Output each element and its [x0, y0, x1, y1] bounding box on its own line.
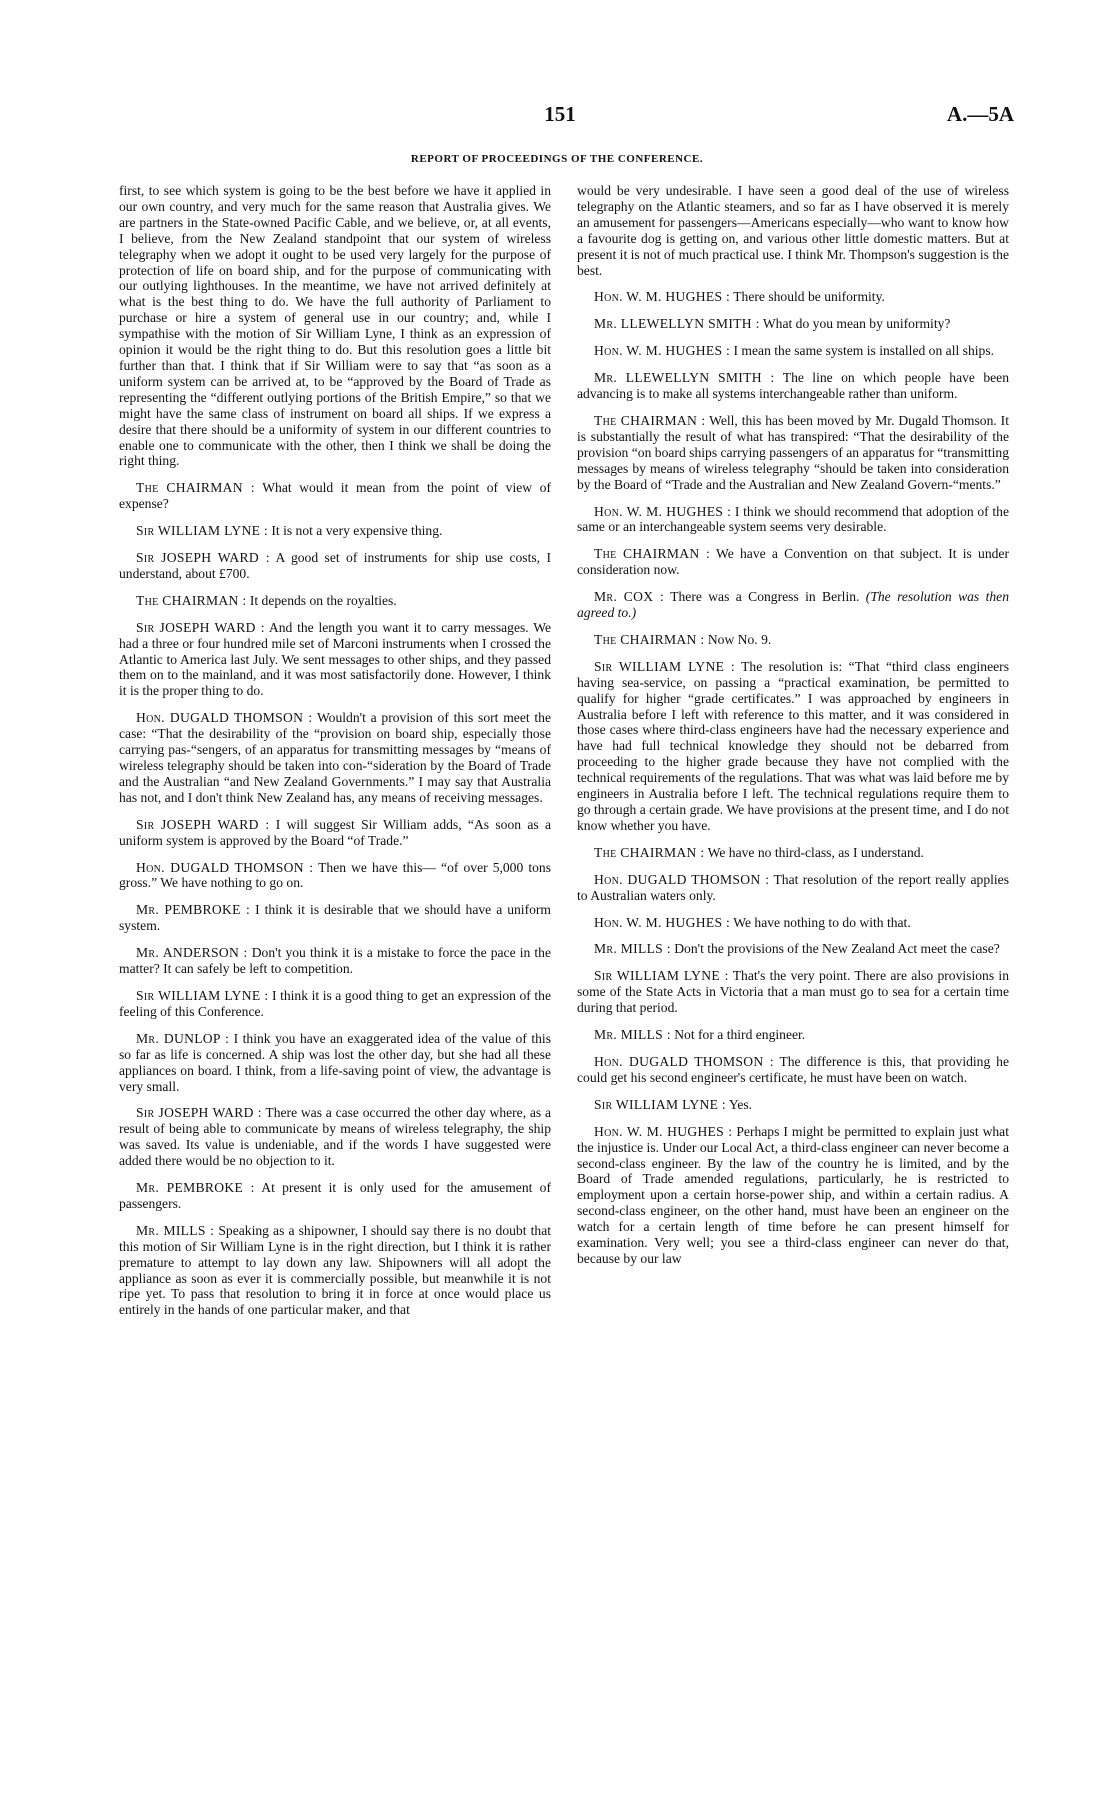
paragraph — [577, 343, 1009, 359]
speaker-name: Sir WILLIAM LYNE : — [136, 987, 269, 1003]
paragraph-text: It depends on the royalties. — [249, 592, 397, 608]
speaker-name: Hon. DUGALD THOMSON : — [136, 859, 314, 875]
paragraph-text: first, to see which system is going to be the best before we have it applied in our own country, and very much for the same reason that Australia gives. We are partners in the State-owned Pacific Cable, and we believe, or, at all events, I believe, from the New Zealand standpoint that our system of wireless telegraphy when we adopt it ought to be used very largely for the purpose of protection of life on board ship, and for the purpose of communicating with our outlying lighthouses. In the meantime, we have not arrived definitely at what is the best thing to do. We have the full authority of Parliament to purchase or hire a system of general use in our country; and, while I sympathise with the motion of Sir William Lyne, I think as an expression of opinion it would be the right thing to do. But this resolution goes a little bit further than that. I think that if Sir William were to say that “as soon as a uniform system can be arrived at, to be “approved by the Board of Trade as representing the “different outlying portions of the British Empire,” so that we might have the same class of instrument on board all ships. If we express a desire that there should be a uniformity of system in our different countries to enable one to communicate with the other, then I think we shall be doing the right thing. — [119, 183, 551, 469]
paragraph-text: I think we should recommend that adoption of the same or an interchangeable system seems very desirable. — [577, 503, 1009, 535]
italic-note: (The resolution was then agreed to.) — [577, 589, 1009, 621]
speaker-name: Sir JOSEPH WARD : — [136, 619, 265, 635]
paragraph — [577, 370, 1009, 402]
speaker-name: Mr. MILLS : — [594, 1027, 671, 1043]
paragraph-text: Now No. 9. — [707, 631, 772, 647]
paragraph-text: A good set of instruments for ship use costs, I understand, about £700. — [119, 550, 551, 581]
left-column — [119, 183, 551, 1318]
paragraph — [577, 659, 1009, 834]
speaker-name: The CHAIRMAN : — [594, 546, 711, 562]
speaker-name: The CHAIRMAN : — [136, 592, 247, 608]
paragraph — [119, 620, 551, 700]
paragraph-text: I think you have an exaggerated idea of the value of this so far as life is concerned. A ship was lost the other day, but she had all these appliances on board. I think, from a life-saving point of view, the advantage is very small. — [119, 1030, 551, 1094]
paragraph-text: Then we have this— “of over 5,000 tons gross.” We have nothing to go on. — [119, 859, 552, 891]
paragraph — [577, 546, 1009, 578]
paragraph — [577, 968, 1009, 1016]
speaker-name: Sir WILLIAM LYNE : — [594, 968, 729, 984]
paragraph-text: We have nothing to do with that. — [733, 914, 911, 930]
paragraph — [119, 817, 551, 849]
paragraph — [577, 589, 1009, 621]
speaker-name: Mr. ANDERSON : — [136, 945, 248, 961]
paragraph-text: We have no third-class, as I understand. — [707, 844, 924, 860]
paragraph-text: Speaking as a shipowner, I should say there is no doubt that this motion of Sir William Lyne is in the right direction, but I think it is rather premature to attempt to lay down any law. Shipowners will all adopt the appliance as soon as ever it is commercially possible, but meanwhile it is not ripe yet. To pass that resolution to bring it in force at once would place us entirely in the hands of one particular maker, and that — [119, 1222, 551, 1318]
paragraph-text: The line on which people have been advancing is to make all systems interchangeable rather than uniform. — [577, 370, 1010, 402]
paragraph — [119, 1031, 551, 1095]
paragraph-text: I think it is a good thing to get an expression of the feeling of this Conference. — [119, 987, 551, 1019]
paragraph-text: I will suggest Sir William adds, “As soon as a uniform system is approved by the Board “of Trade.” — [119, 816, 551, 848]
paragraph — [577, 872, 1009, 904]
speaker-name: Hon. W. M. HUGHES : — [594, 289, 731, 305]
paragraph — [119, 945, 551, 977]
paragraph-text: Don't you think it is a mistake to force the pace in the matter? It can safely be left to competition. — [119, 945, 551, 977]
paragraph-text: Wouldn't a provision of this sort meet the case: “That the desirability of the “provision on board ship, especially those carrying pas-“sengers, of an apparatus for transmitting messages by “means of wireless telegraphy should be taken into con-“sideration by the Board of Trade and the Australian “and New Zealand Governments.” I may say that Australia has not, and I don't think New Zealand has, any means of receiving messages. — [119, 710, 552, 805]
paragraph-text: What do you mean by uniformity? — [762, 316, 951, 332]
paragraph-text: And the length you want it to carry messages. We had a three or four hundred mile set of Marconi instruments when I crossed the Atlantic to America last July. We sent messages to other ships, and they passed them on to the mainland, and it was most satisfactorily done. However, I think it is the proper thing to do. — [119, 619, 551, 699]
speaker-name: Sir WILLIAM LYNE : — [594, 1096, 726, 1112]
speaker-name: Hon. W. M. HUGHES : — [594, 503, 732, 519]
speaker-name: Hon. W. M. HUGHES : — [594, 914, 731, 930]
right-column — [577, 183, 1009, 1267]
speaker-name: The CHAIRMAN : — [136, 480, 255, 496]
paragraph — [577, 941, 1009, 957]
paragraph — [577, 183, 1009, 278]
speaker-name: Mr. MILLS : — [136, 1222, 215, 1238]
paragraph-text: The difference is this, that providing he could get his second engineer's certificate, he must have been on watch. — [577, 1053, 1009, 1085]
paragraph — [119, 710, 551, 805]
paragraph-text: I think it is desirable that we should have a uniform system. — [119, 902, 551, 934]
paragraph-text: It is not a very expensive thing. — [271, 523, 443, 539]
paragraph — [577, 1027, 1009, 1043]
paragraph-text: There was a Congress in Berlin. — [670, 589, 860, 605]
paragraph-text: At present it is only used for the amusement of passengers. — [119, 1180, 551, 1211]
paragraph-text: We have a Convention on that subject. It is under consideration now. — [577, 546, 1009, 578]
paragraph-text: There was a case occurred the other day where, as a result of being able to communicate by means of wireless telegraphy, the ship was saved. Its value is undeniable, and if the words I have suggested were added there would be no objection to it. — [119, 1105, 552, 1169]
paragraph-text: There should be uniformity. — [733, 289, 885, 305]
paragraph — [577, 289, 1009, 305]
paragraph-text: I mean the same system is installed on all ships. — [733, 343, 995, 359]
speaker-name: The CHAIRMAN : — [594, 631, 705, 647]
paragraph — [577, 316, 1009, 332]
speaker-name: Hon. W. M. HUGHES : — [594, 343, 731, 359]
speaker-name: Mr. DUNLOP : — [136, 1030, 230, 1046]
paragraph — [577, 632, 1009, 648]
speaker-name: Sir WILLIAM LYNE : — [594, 658, 735, 674]
speaker-name: Sir JOSEPH WARD : — [136, 1105, 262, 1121]
paragraph — [577, 413, 1009, 493]
paragraph — [577, 1124, 1009, 1267]
speaker-name: Mr. PEMBROKE : — [136, 902, 251, 918]
speaker-name: The CHAIRMAN : — [594, 412, 706, 428]
speaker-name: Hon. DUGALD THOMSON : — [594, 871, 770, 887]
paragraph — [119, 1180, 551, 1212]
speaker-name: Mr. COX : — [594, 589, 665, 605]
paragraph-text: Don't the provisions of the New Zealand Act meet the case? — [674, 941, 1000, 957]
page-number: 151 — [544, 102, 576, 126]
paragraph-text: Yes. — [728, 1096, 753, 1112]
speaker-name: Mr. PEMBROKE : — [136, 1180, 255, 1196]
speaker-name: Hon. W. M. HUGHES : — [594, 1123, 733, 1139]
paragraph-text: The resolution is: “That “third class engineers having sea-service, on passing a “practical examination, be permitted to qualify for higher “grade certificates.” I was approached by engineers in Australia before I left with reference to this matter, and it was considered in those cases where third-class engineers have had the necessary experience and have had full technical knowledge they should not be debarred from proceeding to the higher grade because they have not complied with the technical requirements of the regulations. That was what was laid before me by engineers in Australia before I left. The technical regulations require them to go through a certain grade. We have provisions at the present time, and I do not know whether you have. — [577, 658, 1009, 833]
paragraph — [119, 860, 551, 892]
paragraph — [119, 593, 551, 609]
paragraph — [577, 845, 1009, 861]
paragraph-text: Perhaps I might be permitted to explain just what the injustice is. Under our Local Act, a third-class engineer can never become a second-class engineer. By the law of the country he is limited, and by the Board of Trade amended regulations, particularly, he is restricted to employment upon a certain horse-power ship, and within a certain radius. A second-class engineer, on the other hand, must have been an engineer on the watch for a certain length of time before he can present himself for examination. Very well; you see a third-class engineer can never do that, because by our law — [577, 1123, 1009, 1266]
paragraph-text: Not for a third engineer. — [674, 1027, 806, 1043]
paragraph — [119, 1223, 551, 1318]
speaker-name: Hon. DUGALD THOMSON : — [136, 710, 313, 726]
paragraph-text: Well, this has been moved by Mr. Dugald Thomson. It is substantially the result of what has transpired: “That the desirability of the provision “on board ships carrying passengers of an apparatus for “transmitting messages by means of wireless telegraphy “should be taken into consideration by the Board of “Trade and the Australian and New Zealand Govern-“ments.” — [577, 412, 1009, 492]
speaker-name: Mr. MILLS : — [594, 941, 671, 957]
paragraph — [577, 1097, 1009, 1113]
paragraph — [119, 550, 551, 582]
running-title: REPORT OF PROCEEDINGS OF THE CONFERENCE. — [410, 153, 704, 165]
paragraph — [119, 480, 551, 512]
speaker-name: Hon. DUGALD THOMSON : — [594, 1053, 774, 1069]
speaker-name: The CHAIRMAN : — [594, 844, 705, 860]
paragraph — [577, 504, 1009, 536]
paragraph — [119, 988, 551, 1020]
speaker-name: Sir JOSEPH WARD : — [136, 550, 270, 566]
paragraph — [119, 902, 551, 934]
speaker-name: Sir JOSEPH WARD : — [136, 816, 270, 832]
paragraph — [119, 1105, 551, 1169]
speaker-name: Sir WILLIAM LYNE : — [136, 523, 268, 539]
paragraph — [577, 1054, 1009, 1086]
paragraph-text: That resolution of the report really applies to Australian waters only. — [577, 871, 1009, 903]
speaker-name: Mr. LLEWELLYN SMITH : — [594, 370, 775, 386]
document-code: A.—5A — [946, 102, 1014, 126]
paragraph — [119, 523, 551, 539]
paragraph-text: That's the very point. There are also provisions in some of the State Acts in Victoria that a man must go to sea for a certain time during that period. — [577, 968, 1009, 1016]
page-header — [0, 102, 1114, 132]
paragraph-text: What would it mean from the point of view of expense? — [119, 480, 552, 512]
speaker-name: Mr. LLEWELLYN SMITH : — [594, 316, 760, 332]
paragraph — [577, 915, 1009, 931]
paragraph-text: would be very undesirable. I have seen a good deal of the use of wireless telegraphy on the Atlantic steamers, and so far as I have observed it is merely an amusement for passengers—Americans especially—who want to know how a favourite dog is getting on, and various other little domestic matters. But at present it is not of much practical use. I think Mr. Thompson's suggestion is the best. — [577, 183, 1009, 278]
paragraph — [119, 183, 551, 469]
